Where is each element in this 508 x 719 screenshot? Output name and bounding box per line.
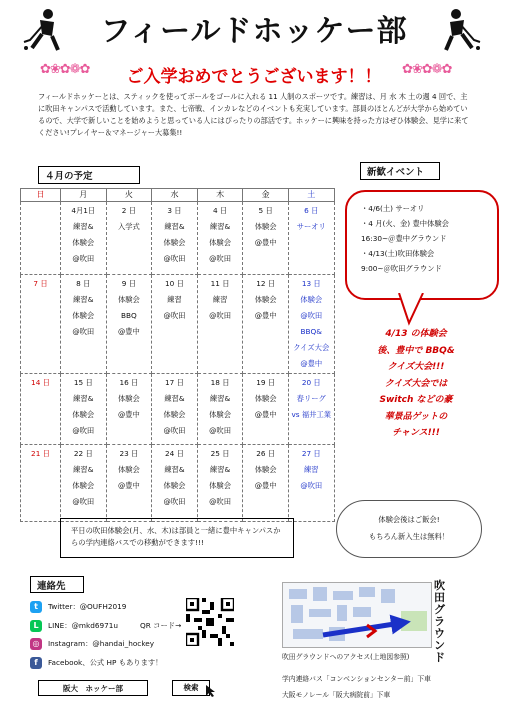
calendar-cell bbox=[197, 275, 243, 374]
calendar-cell bbox=[152, 445, 198, 522]
calendar-cell-line: 練習& bbox=[209, 394, 231, 403]
calendar-cell-line: @吹田 bbox=[72, 254, 95, 263]
calendar-cell-line: 7 日 bbox=[33, 279, 48, 288]
calendar-day-header: 火 bbox=[106, 189, 152, 202]
calendar-cell-line: 体験会 bbox=[209, 238, 232, 247]
dinner-cloud bbox=[336, 500, 482, 558]
promo-line: クイズ大会では bbox=[384, 378, 448, 389]
calendar-cell-line: 入学式 bbox=[117, 222, 140, 231]
calendar-cell-line: @吹田 bbox=[209, 254, 232, 263]
calendar-cell bbox=[197, 374, 243, 445]
calendar-cell-line: 練習& bbox=[73, 222, 94, 231]
calendar-cell-line: 23 日 bbox=[119, 449, 139, 458]
qr-label: QR コード→ bbox=[140, 620, 182, 630]
event-line: ・4/6(土) サーオリ bbox=[361, 204, 425, 213]
calendar-cell-line: 春リーグ bbox=[296, 394, 326, 403]
event-line: ・4 月(火、金) 豊中体験会 bbox=[361, 219, 449, 228]
cloud-line: もちろん新入生は無料！ bbox=[368, 532, 450, 541]
calendar-cell-line: @吹田 bbox=[300, 481, 323, 490]
promo-line: 4/13 の体験会 bbox=[385, 329, 447, 339]
calendar-cell-line: @豊中 bbox=[254, 238, 277, 247]
calendar-cell-line: 26 日 bbox=[256, 449, 276, 458]
calendar-cell-line: クイズ大会 bbox=[293, 343, 330, 352]
calendar-cell-line: 5 日 bbox=[258, 206, 273, 215]
calendar-cell-line: 体験会 bbox=[117, 295, 140, 304]
calendar-cell bbox=[61, 275, 107, 374]
calendar-cell-line: @豊中 bbox=[254, 481, 277, 490]
calendar-cell bbox=[61, 374, 107, 445]
calendar-cell-line: 2 日 bbox=[121, 206, 137, 215]
facebook-row[interactable] bbox=[30, 654, 280, 673]
calendar-cell-line: @吹田 bbox=[300, 311, 323, 320]
bus-note: 平日の吹田体験会(月、水、木)は部員と一緒に豊中キャンパスからの学内連絡バスでの移動ができます!!! bbox=[60, 518, 294, 558]
promo-line: Switch などの豪 bbox=[379, 395, 453, 405]
calendar-cell bbox=[106, 275, 152, 374]
events-bubble bbox=[345, 190, 499, 300]
calendar-cell bbox=[243, 202, 289, 275]
calendar-cell-line: @吹田 bbox=[72, 497, 95, 506]
contact-list bbox=[30, 598, 280, 672]
calendar-cell bbox=[288, 275, 334, 374]
calendar-cell bbox=[106, 374, 152, 445]
event-line: 9:00~＠吹田グラウンド bbox=[361, 264, 442, 273]
calendar-cell-line: 練習 bbox=[212, 295, 228, 304]
calendar-cell-line: 体験会 bbox=[72, 238, 95, 247]
calendar-cell bbox=[106, 202, 152, 275]
calendar-cell bbox=[21, 445, 61, 522]
calendar-cell-line: @豊中 bbox=[117, 481, 140, 490]
instagram-handle: Instagram：@handai_hockey bbox=[48, 639, 155, 648]
page-title: フィールドホッケー部 bbox=[100, 14, 408, 49]
calendar-cell-line: 17 日 bbox=[165, 378, 184, 387]
calendar-cell-line: 13 日 bbox=[301, 279, 321, 288]
calendar-cell-line: 体験会 bbox=[72, 311, 95, 320]
calendar-cell-line: @豊中 bbox=[117, 327, 140, 336]
calendar-cell-line: @吹田 bbox=[163, 497, 186, 506]
ground-label: 吹田グラウンド bbox=[434, 579, 445, 664]
twitter-row[interactable] bbox=[30, 598, 280, 617]
instagram-icon: ◎ bbox=[30, 638, 42, 650]
line-id: LINE：@mkd6971u bbox=[48, 620, 119, 630]
calendar-cell-line: 25 日 bbox=[210, 449, 230, 458]
intro-text: フィールドホッケーとは、スティックを使ってボールをゴールに入れる 11 人制のスポーツです。練習は、月 水 木 土の週 4 回で、主に吹田キャンパスで活動しています。また、七帝戦、インカレなどのイベントも充実しています。部員のほとんどが大学から始めているので、大学で新しいことを始めようと思っている人にはぴったりの部活です。ホッケーに興味を持った方はぜひ体験会、見学に来てください!プレイヤー＆マネージャー大募集!! bbox=[38, 92, 469, 137]
calendar-cell-line: 練習 bbox=[303, 465, 319, 474]
map-caption: 吹田グラウンドへのアクセス(上地図参照) bbox=[282, 653, 410, 661]
calendar-cell-line: 4月1日 bbox=[71, 206, 96, 215]
flower-decoration-icon: ✿❀✿❁✿ bbox=[40, 62, 90, 77]
calendar-cell-line: 18 日 bbox=[210, 378, 230, 387]
calendar-cell-line: 11 日 bbox=[210, 279, 230, 288]
calendar-cell-line: vs 福井工業 bbox=[291, 410, 332, 419]
calendar-cell-line: @吹田 bbox=[163, 311, 186, 320]
monorail-access: 大阪モノレール「阪大病院前」下車 bbox=[282, 691, 391, 699]
twitter-handle: Twitter：@OUFH2019 bbox=[48, 602, 127, 611]
calendar-cell-line: 19 日 bbox=[256, 378, 276, 387]
calendar-cell-line: 体験会 bbox=[117, 394, 140, 403]
cloud-line: 体験会後はご飯会! bbox=[378, 515, 440, 524]
congrats-text: ご入学おめでとうございます！！ bbox=[126, 67, 382, 87]
calendar-cell bbox=[288, 445, 334, 522]
facebook-icon: f bbox=[30, 657, 42, 669]
calendar-cell-line: 10 日 bbox=[165, 279, 184, 288]
calendar-cell-line: 24 日 bbox=[165, 449, 184, 458]
instagram-row[interactable] bbox=[30, 635, 280, 654]
calendar-cell bbox=[61, 445, 107, 522]
cursor-icon bbox=[205, 684, 219, 698]
calendar-cell bbox=[243, 275, 289, 374]
calendar-cell bbox=[197, 445, 243, 522]
calendar-cell-line: 練習& bbox=[164, 465, 185, 474]
promo-line: 後、豊中で BBQ& bbox=[377, 345, 455, 356]
calendar-cell bbox=[197, 202, 243, 275]
qr-code-icon[interactable] bbox=[186, 598, 234, 646]
calendar-cell-line: 練習& bbox=[209, 465, 231, 474]
calendar-cell-line: 体験会 bbox=[72, 410, 95, 419]
campus-map bbox=[282, 582, 432, 648]
calendar-cell bbox=[243, 445, 289, 522]
calendar-cell-line: 6 日 bbox=[304, 206, 319, 215]
calendar-cell bbox=[288, 202, 334, 275]
calendar-cell-line: @豊中 bbox=[254, 311, 277, 320]
calendar-cell-line: 体験会 bbox=[163, 238, 186, 247]
search-query-box[interactable]: 阪大 ホッケー部 bbox=[38, 680, 148, 696]
bubble-tail-icon bbox=[395, 293, 435, 327]
line-icon: L bbox=[30, 620, 42, 632]
calendar-cell bbox=[243, 374, 289, 445]
calendar-cell-line: @吹田 bbox=[209, 311, 232, 320]
calendar-cell-line: 練習& bbox=[73, 465, 94, 474]
events-title: 新歓イベント bbox=[360, 162, 440, 180]
calendar-cell-line: 体験会 bbox=[300, 295, 323, 304]
calendar-cell bbox=[152, 202, 198, 275]
calendar-cell-line: 21 日 bbox=[31, 449, 50, 458]
calendar-cell bbox=[21, 275, 61, 374]
calendar-cell bbox=[21, 202, 61, 275]
calendar-cell-line: 練習& bbox=[73, 295, 94, 304]
calendar-cell-line: 練習& bbox=[164, 394, 185, 403]
map-drawing bbox=[283, 583, 431, 647]
calendar-cell-line: 体験会 bbox=[209, 410, 232, 419]
flower-decoration-icon: ✿❀✿❁✿ bbox=[402, 62, 452, 77]
hockey-player-icon bbox=[438, 8, 482, 54]
calendar-cell-line: 15 日 bbox=[73, 378, 93, 387]
promo-line: クイズ大会!!! bbox=[387, 362, 445, 372]
calendar-cell-line: 20 日 bbox=[301, 378, 321, 387]
event-line: ・4/13(土)吹田体験会 bbox=[361, 249, 435, 258]
calendar-cell-line: 27 日 bbox=[301, 449, 321, 458]
calendar-cell-line: @豊中 bbox=[300, 359, 323, 368]
calendar-cell-line: 4 日 bbox=[212, 206, 228, 215]
calendar-cell-line: @吹田 bbox=[72, 327, 95, 336]
calendar-cell-line: 8 日 bbox=[76, 279, 91, 288]
calendar-cell-line: 16 日 bbox=[119, 378, 139, 387]
calendar-cell-line: @豊中 bbox=[117, 410, 140, 419]
search-button[interactable]: 検索 bbox=[172, 680, 210, 696]
calendar-cell bbox=[152, 374, 198, 445]
calendar-cell bbox=[21, 374, 61, 445]
calendar-cell-line: 14 日 bbox=[31, 378, 50, 387]
calendar-cell-line: BBQ bbox=[121, 311, 137, 320]
calendar-cell-line: 練習& bbox=[73, 394, 94, 403]
calendar-cell-line: @吹田 bbox=[209, 497, 232, 506]
calendar-cell-line: 練習 bbox=[167, 295, 182, 304]
line-row[interactable] bbox=[30, 617, 280, 636]
contact-title: 連絡先 bbox=[30, 576, 84, 593]
facebook-text: Facebook、公式 HP もあります！ bbox=[48, 657, 163, 667]
promo-line: 華景品ゲットの bbox=[384, 411, 448, 422]
promo-text bbox=[353, 326, 479, 442]
calendar-cell-line: @吹田 bbox=[163, 254, 186, 263]
calendar-cell-line: 体験会 bbox=[163, 410, 186, 419]
calendar-day-header: 月 bbox=[61, 189, 107, 202]
promo-line: チャンス!!! bbox=[392, 428, 440, 438]
calendar-cell-line: 12 日 bbox=[256, 279, 276, 288]
calendar-cell-line: 練習& bbox=[209, 222, 231, 231]
calendar-cell-line: @吹田 bbox=[209, 426, 232, 435]
calendar-day-header: 日 bbox=[21, 189, 61, 202]
calendar-cell-line: 22 日 bbox=[73, 449, 93, 458]
calendar-cell-line: 体験会 bbox=[209, 481, 232, 490]
calendar-cell-line: 体験会 bbox=[163, 481, 186, 490]
calendar-cell bbox=[288, 374, 334, 445]
calendar-cell-line: 体験会 bbox=[72, 481, 95, 490]
calendar-cell-line: 体験会 bbox=[254, 394, 277, 403]
calendar-cell-line: 体験会 bbox=[254, 295, 277, 304]
calendar-cell-line: @豊中 bbox=[254, 410, 277, 419]
calendar-cell-line: BBQ& bbox=[300, 327, 322, 336]
calendar-day-header: 水 bbox=[152, 189, 198, 202]
calendar-title: ４月の予定 bbox=[38, 166, 140, 184]
calendar-cell bbox=[152, 275, 198, 374]
calendar-cell-line: 体験会 bbox=[254, 222, 277, 231]
calendar-cell bbox=[61, 202, 107, 275]
calendar-day-header: 木 bbox=[197, 189, 243, 202]
calendar-cell bbox=[106, 445, 152, 522]
calendar-cell-line: 9 日 bbox=[121, 279, 137, 288]
calendar-cell-line: @吹田 bbox=[72, 426, 95, 435]
twitter-icon: t bbox=[30, 601, 42, 613]
bus-access: 学内連絡バス「コンベンションセンター前」下車 bbox=[282, 675, 431, 683]
calendar-day-header: 金 bbox=[243, 189, 289, 202]
calendar-cell-line: 体験会 bbox=[117, 465, 140, 474]
calendar-cell-line: 練習& bbox=[164, 222, 185, 231]
calendar-cell-line: 体験会 bbox=[254, 465, 277, 474]
april-calendar bbox=[20, 188, 335, 522]
calendar-cell-line: 3 日 bbox=[167, 206, 182, 215]
calendar-day-header: 土 bbox=[288, 189, 334, 202]
calendar-cell-line: @吹田 bbox=[163, 426, 186, 435]
calendar-cell-line: サーオリ bbox=[296, 222, 326, 231]
event-line: 16:30~＠豊中グラウンド bbox=[361, 234, 447, 243]
